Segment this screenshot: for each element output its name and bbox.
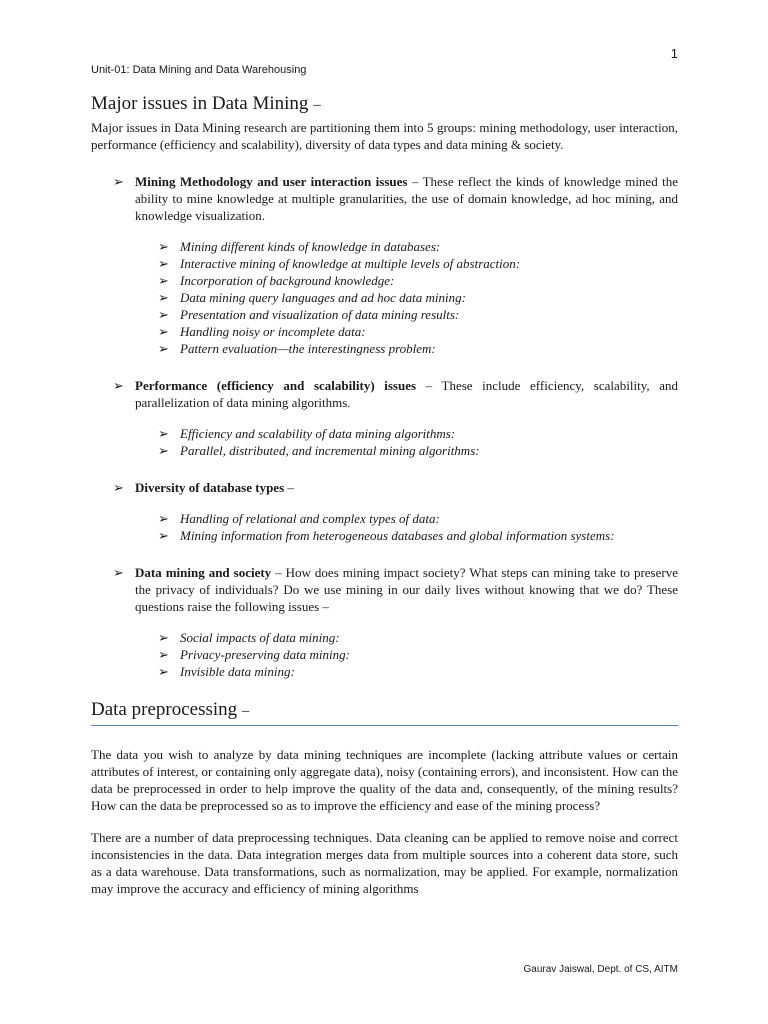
section-performance — [91, 377, 678, 411]
section-text: – These reflect the kinds of knowledge mined the ability to mine knowledge at multiple granularities, the use of domain knowledge, ad hoc mining, and knowledge visualization. — [135, 174, 678, 223]
list-item: ➢ Efficiency and scalability of data mining algorithms: — [158, 426, 456, 441]
list-item: ➢ Handling of relational and complex types of data: — [158, 511, 440, 526]
document-body — [91, 92, 678, 897]
list-item: ➢ Interactive mining of knowledge at multiple levels of abstraction: — [158, 256, 521, 271]
list-item: ➢ Data mining query languages and ad hoc data mining: — [158, 290, 466, 305]
section-text: – — [284, 480, 294, 495]
section-title: Data mining and society — [135, 565, 272, 580]
arrow-bullet-icon: ➢ — [113, 378, 124, 393]
arrow-bullet-icon: ➢ — [158, 324, 169, 339]
section-title: Diversity of database types — [135, 480, 285, 495]
preprocessing-title: Data preprocessing — [91, 699, 238, 720]
arrow-bullet-icon: ➢ — [158, 647, 169, 662]
list-item: ➢ Invisible data mining: — [158, 664, 295, 679]
list-item: ➢ Mining different kinds of knowledge in databases: — [158, 239, 441, 254]
list-item: ➢ Presentation and visualization of data mining results: — [158, 307, 460, 322]
major-issues-heading — [91, 92, 678, 117]
document-footer: Gaurav Jaiswal, Dept. of CS, AITM — [523, 964, 678, 975]
arrow-bullet-icon: ➢ — [158, 630, 169, 645]
document-header: Unit-01: Data Mining and Data Warehousing — [91, 64, 307, 76]
list-item: ➢ Privacy-preserving data mining: — [158, 647, 350, 662]
list-item: ➢ Pattern evaluation—the interestingness problem: — [158, 341, 436, 356]
page-number: 1 — [670, 46, 678, 61]
arrow-bullet-icon: ➢ — [113, 565, 124, 580]
preprocessing-heading — [91, 698, 678, 726]
preprocessing-paragraph-1: The data you wish to analyze by data mining techniques are incomplete (lacking attribute values or certain attributes of interest, or containing only aggregate data), noisy (containing errors), and inconsistent. How can the data be preprocessed in order to help improve the quality of the data and, consequently, of the mining results? How can the data be preprocessed so as to improve the efficiency and ease of the mining process? — [91, 747, 678, 813]
heading-dash: – — [313, 97, 321, 113]
arrow-bullet-icon: ➢ — [158, 307, 169, 322]
list-item: ➢ Mining information from heterogeneous databases and global information systems: — [158, 528, 615, 543]
major-issues-intro: Major issues in Data Mining research are partitioning them into 5 groups: mining methodology, user interaction, performance (efficiency and scalability), diversity of data types and data mining & society. — [91, 120, 678, 152]
section-diversity — [91, 479, 678, 496]
section-society — [91, 564, 678, 615]
major-issues-title: Major issues in Data Mining — [91, 93, 309, 114]
arrow-bullet-icon: ➢ — [158, 273, 169, 288]
arrow-bullet-icon: ➢ — [158, 341, 169, 356]
arrow-bullet-icon: ➢ — [158, 426, 169, 441]
section-item-list — [91, 238, 678, 357]
section-text: – How does mining impact society? What steps can mining take to preserve the privacy of individuals? Do we use mining in our daily lives without knowing that we do? These questions raise the following issues – — [135, 565, 678, 614]
preprocessing-paragraph-2: There are a number of data preprocessing techniques. Data cleaning can be applied to remove noise and correct inconsistencies in the data. Data integration merges data from multiple sources into a coherent data store, such as a data warehouse. Data transformations, such as normalization, may be applied. For example, normalization may improve the accuracy and efficiency of mining algorithms — [91, 830, 678, 896]
arrow-bullet-icon: ➢ — [158, 256, 169, 271]
section-mining-methodology — [91, 173, 678, 224]
arrow-bullet-icon: ➢ — [158, 239, 169, 254]
arrow-bullet-icon: ➢ — [158, 443, 169, 458]
section-text: – These include efficiency, scalability, and parallelization of data mining algorithms. — [135, 378, 678, 410]
arrow-bullet-icon: ➢ — [158, 290, 169, 305]
arrow-bullet-icon: ➢ — [113, 174, 124, 189]
list-item: ➢ Parallel, distributed, and incremental mining algorithms: — [158, 443, 480, 458]
list-item: ➢ Social impacts of data mining: — [158, 630, 340, 645]
arrow-bullet-icon: ➢ — [158, 664, 169, 679]
arrow-bullet-icon: ➢ — [158, 511, 169, 526]
section-title: Mining Methodology and user interaction issues — [135, 174, 408, 189]
arrow-bullet-icon: ➢ — [113, 480, 124, 495]
list-item: ➢ Handling noisy or incomplete data: — [158, 324, 366, 339]
list-item: ➢ Incorporation of background knowledge: — [158, 273, 395, 288]
section-item-list — [91, 425, 678, 459]
arrow-bullet-icon: ➢ — [158, 528, 169, 543]
heading-dash: – — [241, 703, 250, 719]
section-item-list — [91, 629, 678, 680]
section-title: Performance (efficiency and scalability) issues — [135, 378, 417, 393]
section-item-list — [91, 510, 678, 544]
